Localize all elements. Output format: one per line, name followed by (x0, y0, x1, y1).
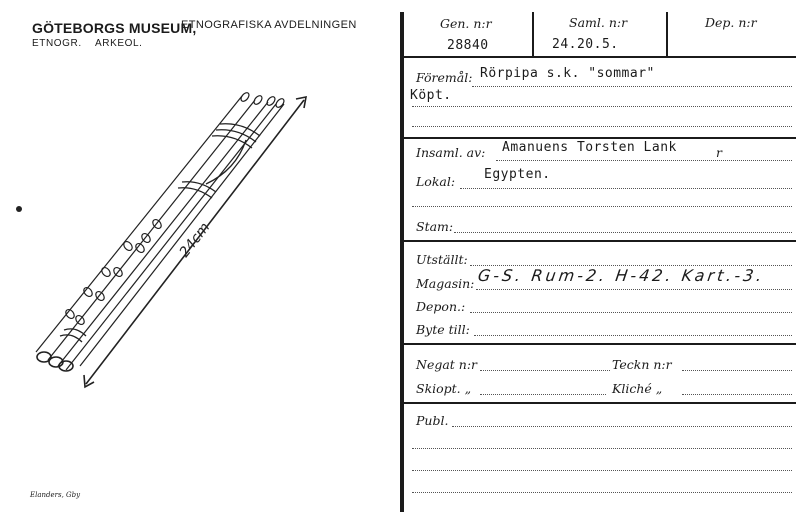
header-divider-2 (666, 12, 668, 56)
skiopt-line (480, 394, 606, 395)
subheading-arkeol: ARKEOL. (95, 38, 143, 49)
saml-number-label: Saml. n:r (569, 15, 628, 30)
byte-label: Byte till: (416, 322, 470, 337)
byte-line (474, 335, 792, 336)
magasin-label: Magasin: (416, 276, 475, 291)
stam-label: Stam: (416, 219, 454, 234)
saml-number-value: 24.20.5. (552, 37, 619, 52)
printer-imprint: Elanders, Gby (30, 491, 81, 499)
publ-line-3 (412, 470, 792, 471)
museum-name: GÖTEBORGS MUSEUM, (32, 20, 197, 36)
header-divider-1 (532, 12, 534, 56)
byte-rule (404, 343, 796, 345)
magasin-value: G-S. Rum-2. H-42. Kart.-3. (476, 266, 766, 285)
measure-label: 24cm (176, 219, 214, 261)
stam-line (454, 232, 792, 233)
lokal-line-1 (460, 188, 792, 189)
insaml-label: Insaml. av: (416, 145, 486, 160)
lokal-value: Egypten. (484, 167, 551, 182)
utstallt-label: Utställt: (416, 252, 468, 267)
publ-label: Publ. (416, 413, 449, 428)
dep-number-label: Dep. n:r (705, 15, 757, 30)
foremal-value: Rörpipa s.k. "sommar" (480, 66, 655, 81)
negat-label: Negat n:r (416, 357, 478, 372)
foremal-line-1 (472, 86, 792, 87)
foremal-label: Föremål: (416, 70, 473, 85)
publ-line-4 (412, 492, 792, 493)
stam-rule (404, 240, 796, 242)
publ-line-1 (452, 426, 792, 427)
depon-label: Depon.: (416, 299, 466, 314)
foremal-line-2 (412, 106, 792, 107)
negat-line (480, 370, 610, 371)
gen-number-value: 28840 (447, 38, 489, 53)
lokal-label: Lokal: (416, 174, 456, 189)
teckn-line (682, 370, 792, 371)
insaml-suffix: r (716, 145, 722, 160)
insaml-line (496, 160, 792, 161)
kliche-line (682, 394, 792, 395)
depon-line (470, 312, 792, 313)
gen-number-label: Gen. n:r (440, 16, 492, 31)
card-left-border (400, 12, 404, 512)
subheading-etnogr: ETNOGR. (32, 38, 82, 49)
department-name: ETNOGRAFISKA AVDELNINGEN (181, 19, 357, 31)
publ-line-2 (412, 448, 792, 449)
magasin-line (476, 289, 792, 290)
skiopt-label: Skiopt. „ (416, 381, 472, 396)
lokal-line-2 (412, 206, 792, 207)
kliche-rule (404, 402, 796, 404)
teckn-label: Teckn n:r (612, 357, 672, 372)
kliche-label: Kliché „ (612, 381, 663, 396)
insaml-value: Amanuens Torsten Lank (502, 140, 677, 155)
foremal-rule (404, 137, 796, 139)
foremal-value-line2: Köpt. (410, 88, 452, 103)
pipe-bindings (60, 124, 260, 342)
foremal-line-3 (412, 126, 792, 127)
header-rule (404, 56, 796, 58)
